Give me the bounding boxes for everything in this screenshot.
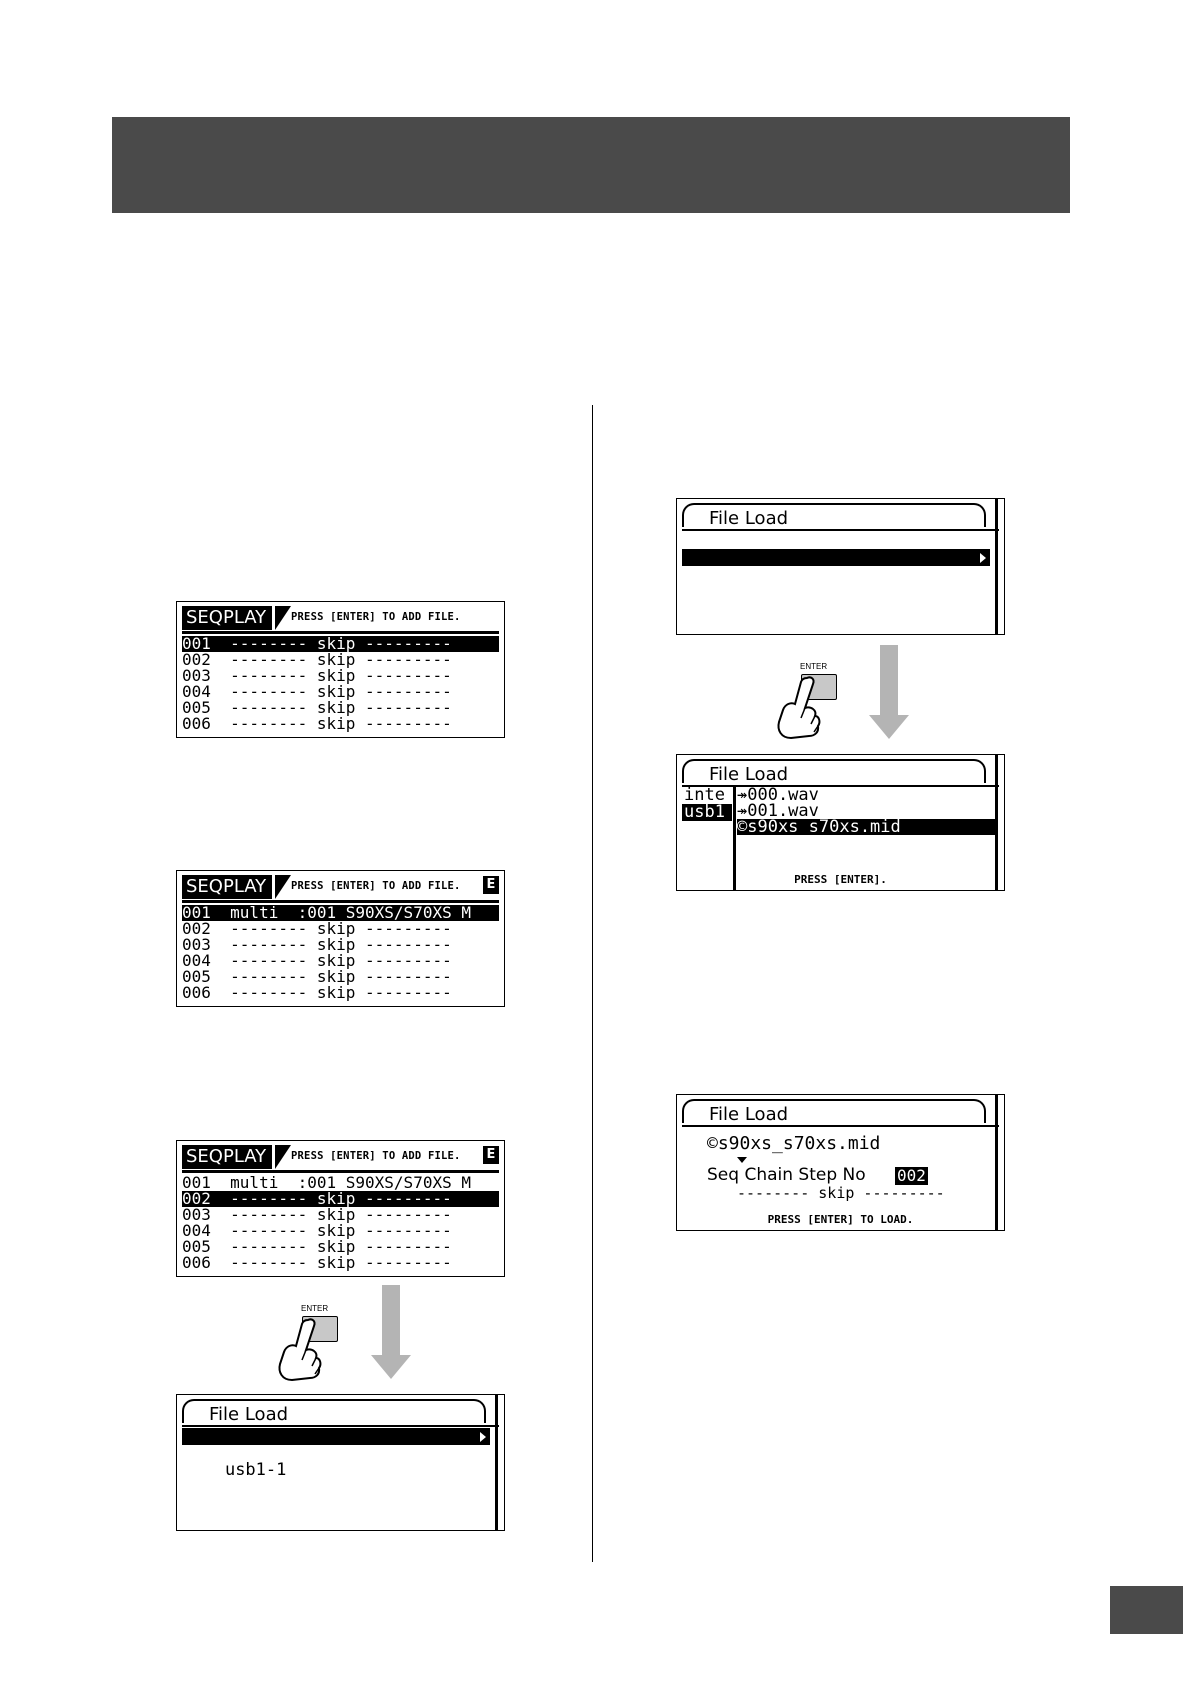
step-label: Seq Chain Step No: [707, 1165, 866, 1185]
header-rule: [182, 1425, 499, 1427]
list-item[interactable]: 001 multi :001 S90XS/S70XS M: [182, 1175, 471, 1191]
file-load-title: File Load: [709, 764, 789, 785]
file-load-screen-1: [176, 1394, 505, 1531]
seqplay-list: [182, 1175, 499, 1271]
header-rule: [182, 631, 499, 634]
header-rule: [682, 529, 999, 531]
lcd-edge: [995, 1095, 998, 1230]
device-item-internal[interactable]: [682, 532, 990, 549]
title-wedge: [275, 875, 291, 899]
seqplay-title: SEQPLAY: [182, 606, 272, 630]
enter-key-label: ENTER: [800, 662, 828, 671]
header-rule: [182, 1170, 499, 1173]
selected-file-name: ©s90xs_s70xs.mid: [707, 1133, 881, 1154]
file-load-title: File Load: [209, 1404, 289, 1425]
seqplay-message: PRESS [ENTER] TO ADD FILE.: [291, 880, 461, 892]
device-label: internal: [224, 1443, 307, 1463]
file-load-screen-3: [676, 754, 1005, 891]
lcd-footer-message: PRESS [ENTER] TO LOAD.: [767, 1213, 914, 1226]
file-item[interactable]: ↠001.wav: [737, 803, 819, 819]
list-item[interactable]: 006 -------- skip ---------: [182, 985, 452, 1001]
device-item-usb[interactable]: usb1: [682, 804, 732, 821]
title-wedge: [275, 1145, 291, 1169]
edit-badge: E: [483, 876, 499, 894]
list-item[interactable]: 006 -------- skip ---------: [182, 716, 452, 732]
seqplay-title: SEQPLAY: [182, 875, 272, 899]
down-arrow: [869, 645, 909, 745]
file-load-title: File Load: [709, 508, 789, 529]
step-value[interactable]: 002: [897, 1166, 926, 1185]
title-wedge: [275, 606, 291, 630]
list-item[interactable]: 004 -------- skip ---------: [182, 684, 452, 700]
list-item[interactable]: 002 -------- skip ---------: [182, 652, 452, 668]
step-skip-line: -------- skip ---------: [737, 1184, 945, 1202]
device-item-usb[interactable]: [182, 1445, 490, 1480]
right-arrow-icon: [980, 553, 986, 563]
lcd-edge: [995, 755, 998, 890]
hand-pointer-icon: [272, 1316, 332, 1386]
seqplay-title: SEQPLAY: [182, 1145, 272, 1169]
seqplay-screen-2: [176, 870, 505, 1007]
header-band: [112, 117, 1070, 213]
header-rule: [682, 1125, 999, 1127]
enter-press-illustration: [771, 662, 871, 762]
file-load-screen-2: [676, 498, 1005, 635]
edit-badge: E: [483, 1146, 499, 1164]
list-item[interactable]: 006 -------- skip ---------: [182, 1255, 452, 1271]
list-item[interactable]: 002 -------- skip ---------: [182, 921, 452, 937]
page-tab: [1110, 1586, 1183, 1634]
list-item[interactable]: 004 -------- skip ---------: [182, 953, 452, 969]
seqplay-list: [182, 905, 499, 1001]
lcd-edge: [995, 499, 998, 634]
device-item-usb[interactable]: [682, 549, 990, 584]
seqplay-screen-3: [176, 1140, 505, 1277]
hand-pointer-icon: [771, 674, 831, 744]
lcd-edge: [495, 1395, 498, 1530]
device-item-internal[interactable]: [182, 1428, 490, 1463]
list-item[interactable]: 005 -------- skip ---------: [182, 700, 452, 716]
list-item[interactable]: 005 -------- skip ---------: [182, 1239, 452, 1255]
file-item[interactable]: ↠000.wav: [737, 787, 819, 803]
seqplay-message: PRESS [ENTER] TO ADD FILE.: [291, 1150, 461, 1162]
list-item[interactable]: 004 -------- skip ---------: [182, 1223, 452, 1239]
seqplay-list: [182, 636, 499, 732]
seqplay-screen-1: [176, 601, 505, 738]
column-divider: [592, 405, 593, 1562]
header-rule: [182, 900, 499, 903]
file-list: [737, 787, 995, 835]
down-arrow: [371, 1285, 411, 1385]
lcd-footer-message: PRESS [ENTER].: [794, 873, 887, 886]
list-item[interactable]: 003 -------- skip ---------: [182, 668, 452, 684]
device-label: usb1-1: [224, 1460, 287, 1480]
seqplay-message: PRESS [ENTER] TO ADD FILE.: [291, 611, 461, 623]
list-item[interactable]: 003 -------- skip ---------: [182, 937, 452, 953]
down-triangle-icon: [737, 1157, 747, 1163]
list-item[interactable]: 002 -------- skip ---------: [182, 1191, 499, 1207]
list-item[interactable]: 003 -------- skip ---------: [182, 1207, 452, 1223]
file-item[interactable]: ©s90xs_s70xs.mid: [737, 819, 995, 835]
enter-key-label: ENTER: [301, 1304, 329, 1313]
enter-press-illustration: [272, 1304, 372, 1404]
file-load-screen-4: [676, 1094, 1005, 1231]
list-item[interactable]: 005 -------- skip ---------: [182, 969, 452, 985]
device-label: usb1-1: [724, 564, 787, 584]
file-load-title: File Load: [709, 1104, 789, 1125]
list-item[interactable]: 001 -------- skip ---------: [182, 636, 499, 652]
right-arrow-icon: [480, 1432, 486, 1442]
list-item[interactable]: 001 multi :001 S90XS/S70XS M: [182, 905, 499, 921]
device-item-internal[interactable]: inte: [684, 787, 725, 804]
